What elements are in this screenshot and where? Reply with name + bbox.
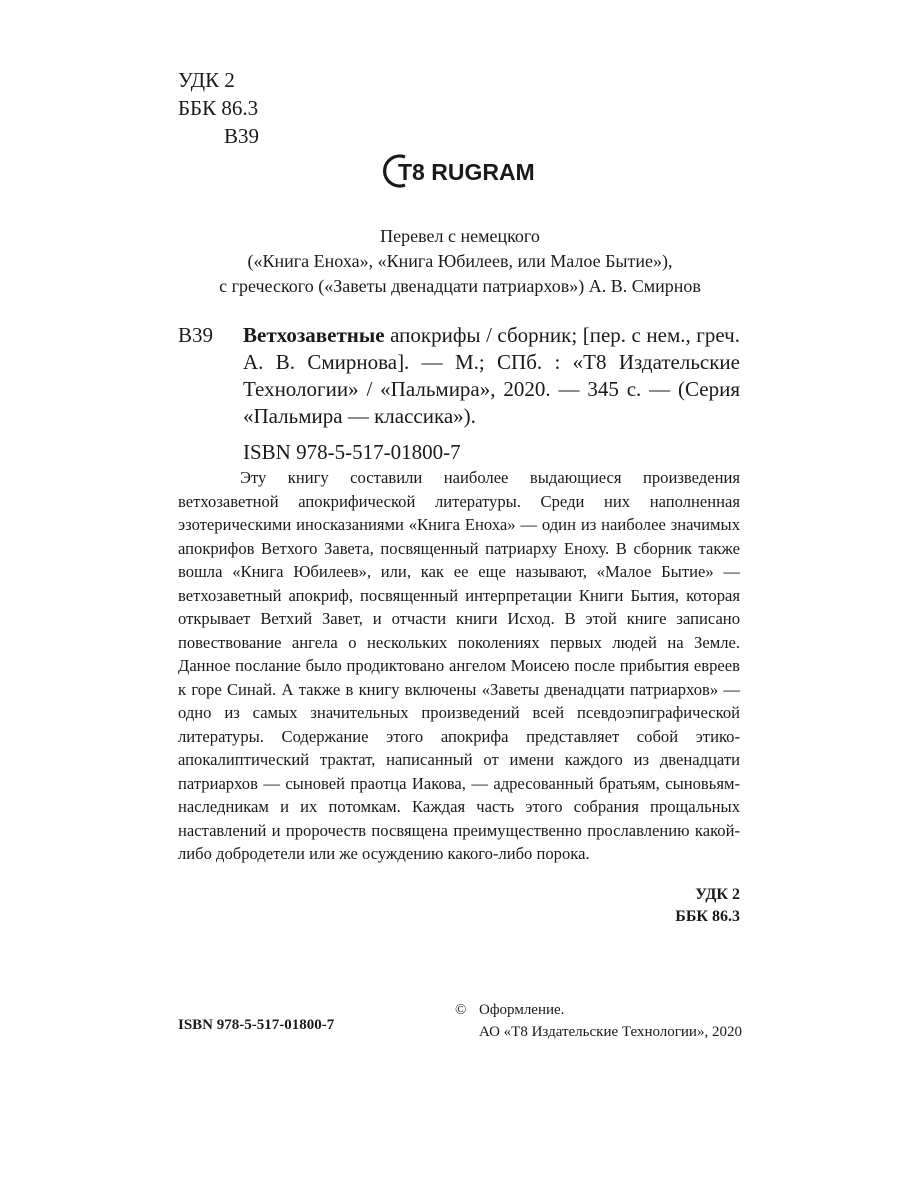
catalog-entry [243, 322, 740, 430]
udk-code: УДК 2 [178, 68, 235, 92]
t8-rugram-logo-icon [383, 150, 535, 190]
classification-codes-bold [640, 884, 740, 928]
translator-line: с греческого («Заветы двенадцати патриархов») А. В. Смирнов [219, 276, 701, 296]
translator-line: Перевел с немецкого [380, 226, 540, 246]
classification-codes [178, 66, 259, 150]
isbn-bottom: ISBN 978-5-517-01800-7 [178, 1017, 335, 1033]
catalog-entry-description: апокрифы / сборник; [пер. с нем., греч. А. В. Смирнова]. — М.; СПб. : «Т8 Издательские Технологии» / «Пальмира», 2020. — 345 с. — (Серия «Пальмира — классика»). [243, 323, 740, 428]
copyright-symbol: © [455, 1002, 467, 1018]
publisher-logo [383, 150, 535, 190]
udk-code-bold: УДК 2 [695, 886, 740, 903]
bbk-code: ББК 86.3 [178, 96, 259, 120]
author-mark: В39 [224, 124, 260, 148]
isbn-main: ISBN 978-5-517-01800-7 [243, 440, 461, 464]
logo-text: T8 RUGRAM [398, 159, 535, 185]
translator-line: («Книга Еноха», «Книга Юбилеев, или Малое Бытие»), [247, 251, 673, 271]
copyright-line1: Оформление. [479, 1002, 565, 1018]
annotation: Эту книгу составили наиболее выдающиеся произведения ветхозаветной апокрифической литературы. Среди них наполненная эзотерическими иносказаниями «Книга Еноха» — один из наиболее значимых апокрифов Ветхого Завета, посвященный патриарху Еноху. В сборник также вошла «Книга Юбилеев», или, как ее еще называют, «Малое Бытие» — ветхозаветный апокриф, посвященный интерпретации Книги Бытия, которая открывает Ветхий Завет, и отчасти книги Исход. В этой книге записано повествование ангела о нескольких поколениях первых людей на Земле. Данное послание было продиктовано ангелом Моисею после прибытия евреев к горе Синай. А также в книгу включены «Заветы двенадцати патриархов» — одно из самых значительных произведений всей псевдоэпиграфической литературы. Содержание этого апокрифа представляет собой этико-апокалиптический трактат, написанный от имени каждого из двенадцати патриархов — сыновей праотца Иакова, — адресованный братьям, сыновьям-наследникам и их потомкам. Каждая часть этого собрания прощальных наставлений и пророчеств посвящена преимущественно прославлению какой-либо добродетели или же осуждению какого-либо порока. [178, 468, 740, 863]
copyright-block [455, 999, 742, 1043]
catalog-entry-title: Ветхозаветные [243, 323, 385, 347]
translator-note [150, 224, 770, 299]
catalog-entry-code: В39 [178, 323, 214, 347]
bbk-code-bold: ББК 86.3 [675, 908, 740, 925]
copyright-line2: АО «Т8 Издательские Технологии», 2020 [479, 1024, 742, 1040]
